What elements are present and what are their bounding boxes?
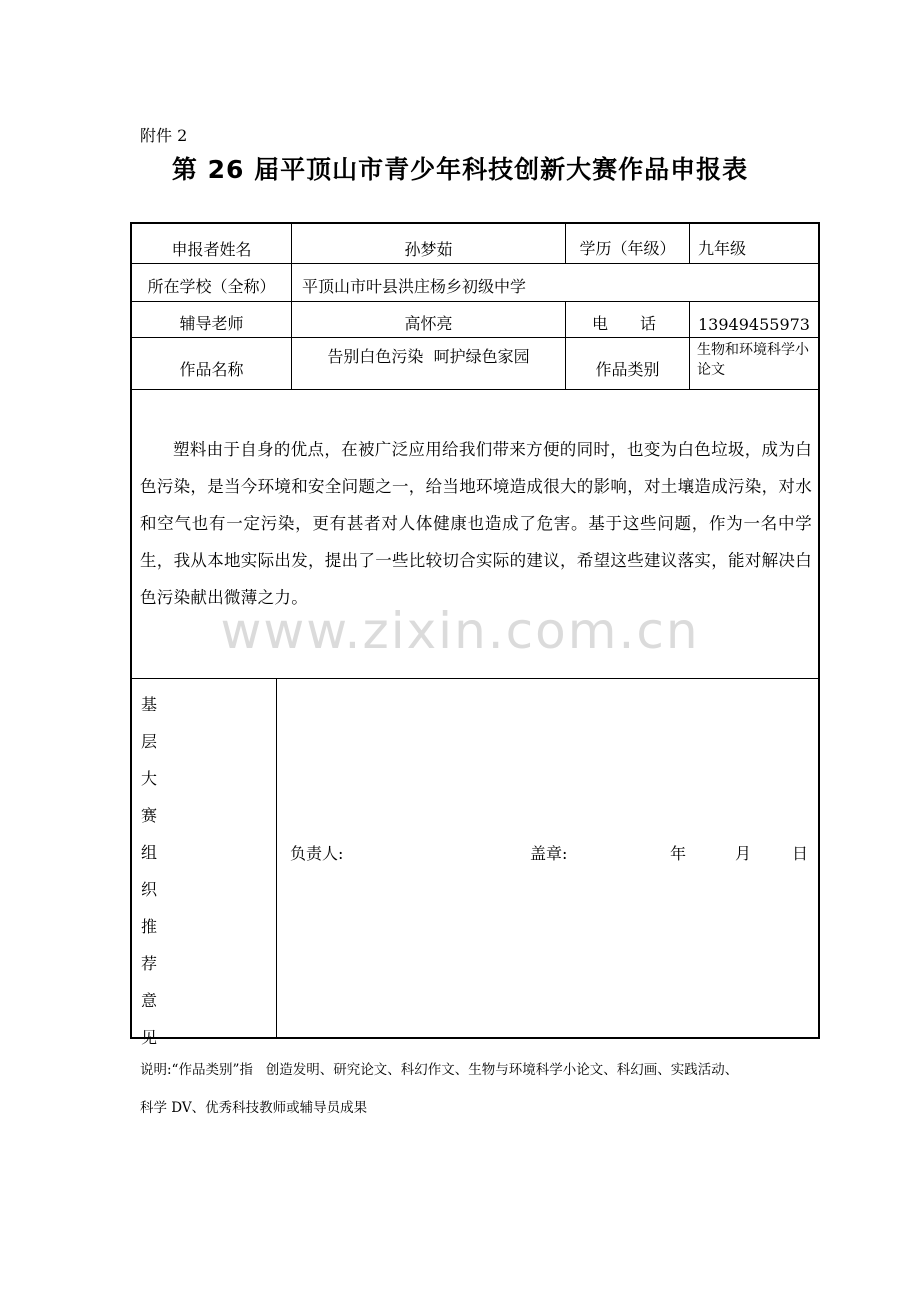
- column-divider: [276, 678, 277, 1039]
- row-divider: [132, 678, 818, 679]
- seal-label: 盖章:: [530, 844, 568, 863]
- work-name-value: 告别白色污染 呵护绿色家园: [327, 347, 530, 366]
- footnote-line-1: 说明:“作品类别”指 创造发明、研究论文、科幻作文、生物与环境科学小论文、科幻画、实践活动、: [140, 1062, 739, 1078]
- month-label: 月: [735, 844, 752, 863]
- applicant-name-value: 孙梦茹: [404, 239, 453, 259]
- responsible-person-label: 负责人:: [290, 844, 344, 863]
- work-name-label: 作品名称: [179, 359, 244, 379]
- teacher-label: 辅导老师: [179, 313, 244, 333]
- attachment-label: 附件 2: [140, 126, 188, 145]
- recommendation-label: 基层大赛组织推荐意见: [141, 695, 169, 1047]
- school-label: 所在学校（全称）: [147, 276, 276, 296]
- grade-value: 九年级: [698, 238, 747, 258]
- footnote-line-2: 科学 DV、优秀科技教师或辅导员成果: [140, 1100, 368, 1116]
- teacher-value: 高怀亮: [404, 313, 453, 333]
- day-label: 日: [792, 844, 809, 863]
- phone-label: 电 话: [592, 313, 657, 333]
- column-divider: [689, 224, 690, 263]
- work-abstract: 塑料由于自身的优点，在被广泛应用给我们带来方便的同时，也变为白色垃圾，成为白色污染，是当今环境和安全问题之一，给当地环境造成很大的影响，对土壤造成污染，对水和空气也有一定污染，更有甚者对人体健康也造成了危害。基于这些问题，作为一名中学生，我从本地实际出发，提出了一些比较切合实际的建议，希望这些建议落实，能对解决白色污染献出微薄之力。: [140, 440, 812, 607]
- category-value: 生物和环境科学小论文: [697, 342, 809, 378]
- grade-label: 学历（年级）: [579, 238, 676, 258]
- column-divider: [689, 301, 690, 389]
- applicant-name-label: 申报者姓名: [171, 239, 252, 259]
- form-title: 第 26 届平顶山市青少年科技创新大赛作品申报表: [171, 155, 749, 184]
- year-label: 年: [670, 844, 687, 863]
- phone-value: 13949455973: [698, 314, 810, 334]
- row-divider: [132, 389, 818, 390]
- category-label: 作品类别: [595, 359, 660, 379]
- school-value: 平顶山市叶县洪庄杨乡初级中学: [302, 276, 527, 296]
- watermark: www.zixin.com.cn: [220, 602, 700, 660]
